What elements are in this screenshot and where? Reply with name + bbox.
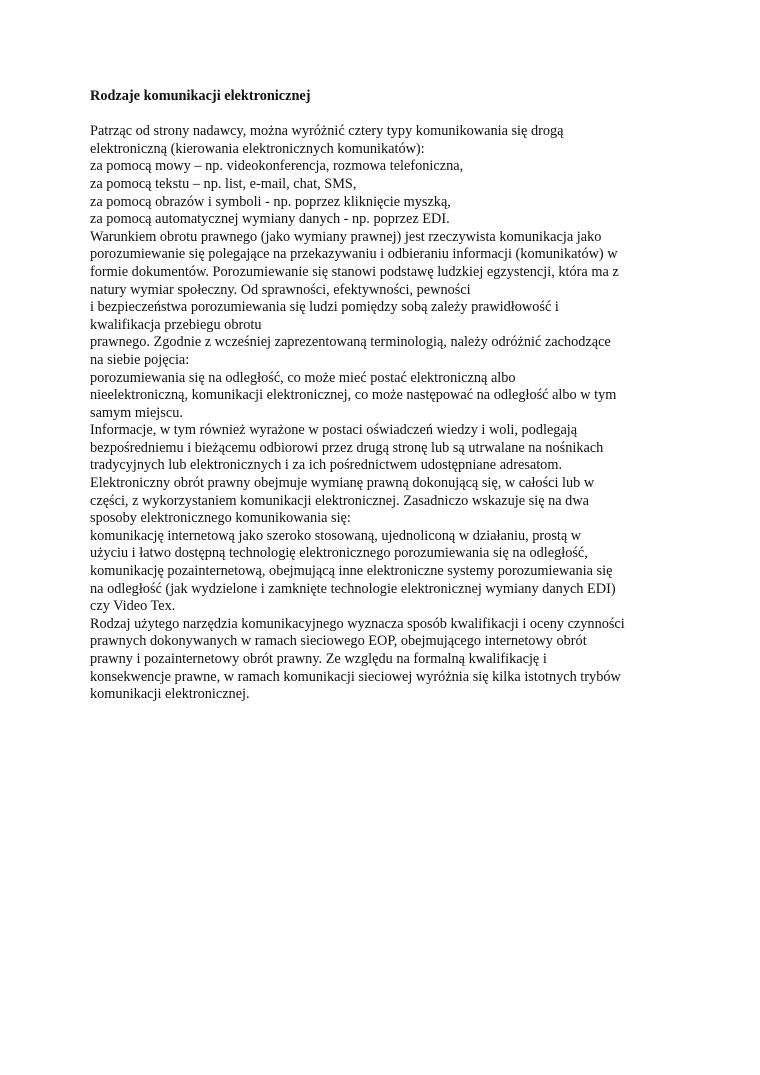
text-line: prawny i pozainternetowy obrót prawny. Ze względu na formalną kwalifikację i [90, 651, 547, 667]
text-line: na siebie pojęcia: [90, 351, 190, 368]
text-line: elektroniczną (kierowania elektronicznych komunikatów): [90, 140, 425, 157]
text-line: kwalifikacja przebiegu obrotu [90, 316, 262, 333]
text-line: za pomocą tekstu – np. list, e-mail, chat, SMS, [90, 175, 357, 192]
text-line: Informacje, w tym również wyrażone w postaci oświadczeń wiedzy i woli, podlegają [90, 422, 578, 439]
text-line: formie dokumentów. Porozumiewanie się stanowi podstawę ludzkiej egzystencji, która ma z [90, 263, 619, 280]
text-line: Rodzaj użytego narzędzia komunikacyjnego wyznacza sposób kwalifikacji i oceny czynności [90, 615, 625, 632]
text-line: części, z wykorzystaniem komunikacji elektronicznej. Zasadniczo wskazuje się na dwa [90, 492, 590, 509]
text-line: bezpośredniemu i bieżącemu odbiorowi przez drugą stronę lub są utrwalane na nośnikach [90, 439, 604, 456]
text-line: Elektroniczny obrót prawny obejmuje wymianę prawną dokonującą się, w całości lub w [90, 475, 595, 492]
text-line: czy Video Tex. [90, 598, 176, 615]
document-text [90, 123, 690, 704]
text-line: porozumiewania się na odległość, co może mieć postać elektroniczną albo [90, 369, 516, 386]
text-line: natury wymiar społeczny. Od sprawności, efektywności, pewności [90, 281, 471, 298]
text-line: za pomocą mowy – np. videokonferencja, rozmowa telefoniczna, [90, 158, 464, 175]
document-body [90, 88, 690, 704]
text-line: na odległość (jak wydzielone i zamknięte technologie elektronicznej wymiany danych EDI) [90, 580, 616, 597]
text-line: komunikację pozainternetową, obejmującą inne elektroniczne systemy porozumiewania się [90, 563, 613, 580]
text-line: konsekwencje prawne, w ramach komunikacji sieciowej wyróżnia się kilka istotnych trybów [90, 668, 621, 685]
text-line: komunikację internetową jako szeroko stosowaną, ujednoliconą w działaniu, prostą w [90, 527, 582, 544]
text-line: Patrząc od strony nadawcy, można wyróżnić cztery typy komunikowania się drogą [90, 123, 564, 140]
text-line: komunikacji elektronicznej. [90, 686, 250, 703]
text-line: tradycyjnych lub elektronicznych i za ich pośrednictwem udostępniane adresatom. [90, 457, 563, 474]
text-line: użyciu i łatwo dostępną technologię elektronicznego porozumiewania się na odległość, [90, 545, 588, 562]
text-line: za pomocą automatycznej wymiany danych - np. poprzez EDI. [90, 211, 450, 228]
text-line: sposoby elektronicznego komunikowania się: [90, 510, 351, 527]
text-line: porozumiewanie się polegające na przekazywaniu i odbieraniu informacji (komunikatów) w [90, 246, 618, 263]
document-title: Rodzaje komunikacji elektronicznej [90, 88, 311, 104]
text-line: samym miejscu. [90, 404, 183, 421]
text-line: nieelektroniczną, komunikacji elektronicznej, co może następować na odległość albo w tym [90, 387, 617, 404]
text-line: prawnego. Zgodnie z wcześniej zaprezentowaną terminologią, należy odróżnić zachodzące [90, 334, 611, 351]
text-line: Warunkiem obrotu prawnego (jako wymiany prawnej) jest rzeczywista komunikacja jako [90, 228, 602, 245]
text-line: za pomocą obrazów i symboli - np. poprzez kliknięcie myszką, [90, 193, 451, 210]
text-line: i bezpieczeństwa porozumiewania się ludzi pomiędzy sobą zależy prawidłowość i [90, 299, 559, 316]
text-line: prawnych dokonywanych w ramach sieciowego EOP, obejmującego internetowy obrót [90, 633, 587, 650]
